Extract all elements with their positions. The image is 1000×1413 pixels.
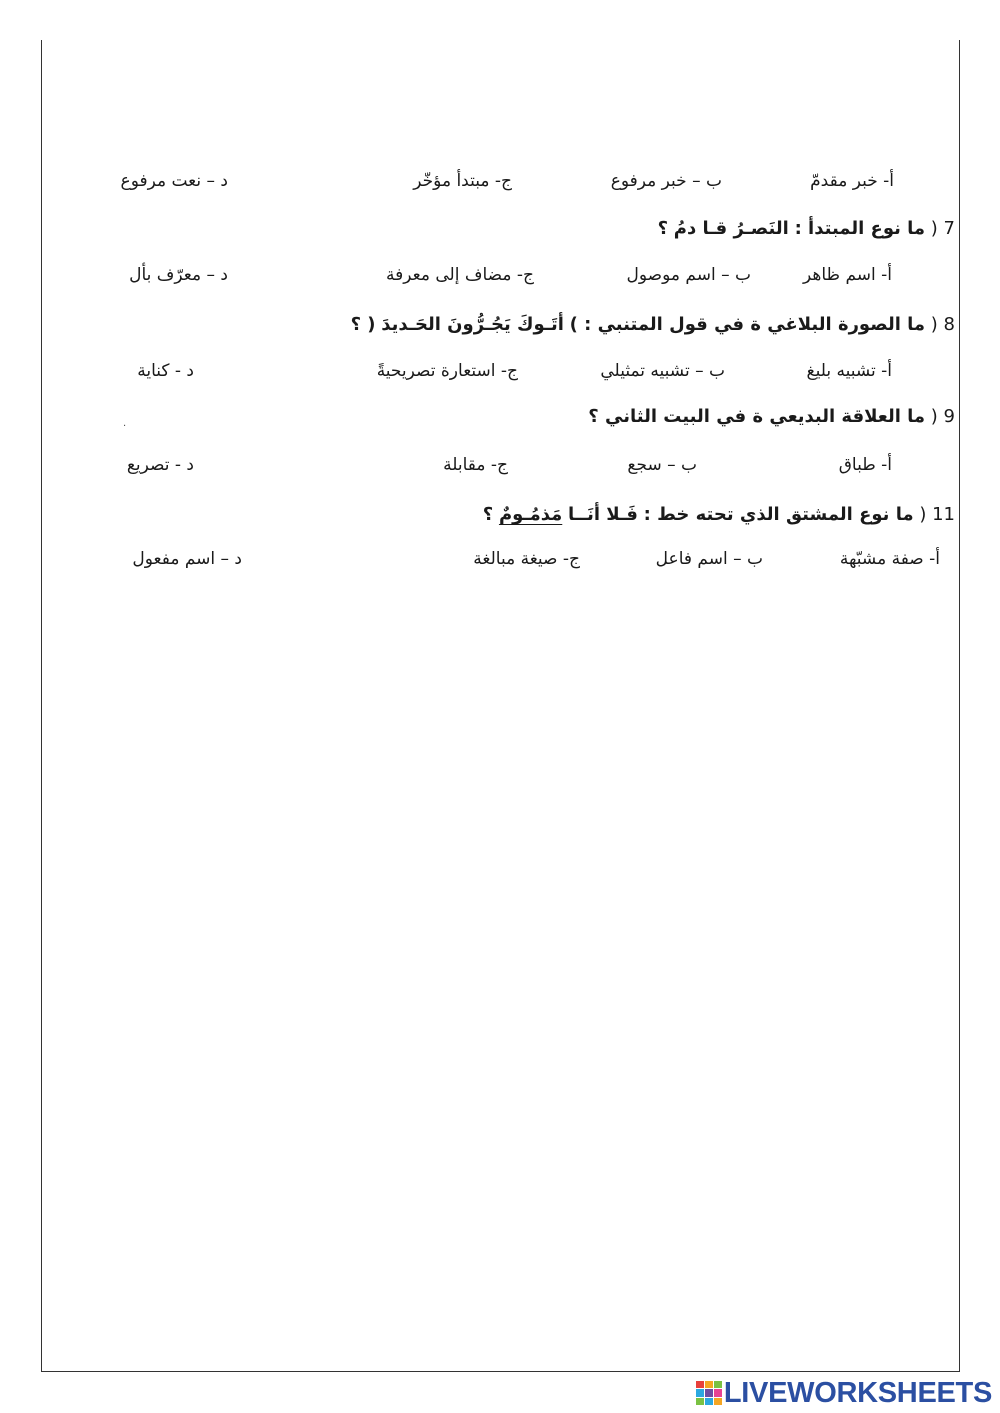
question-7-text — [658, 214, 955, 244]
question-number: 8 ( — [930, 314, 955, 335]
question-end: ؟ — [657, 218, 669, 239]
option-b[interactable]: ب – سجع — [627, 455, 697, 475]
option-d[interactable]: د - كناية — [137, 361, 194, 381]
option-a[interactable]: أ- طباق — [838, 455, 892, 475]
question-11 — [0, 500, 1000, 530]
stray-mark: . — [123, 418, 127, 429]
question-7 — [0, 214, 1000, 244]
option-a[interactable]: أ- اسم ظاهر — [802, 265, 892, 285]
question-8 — [0, 310, 1000, 340]
question-prompt: ما نوع المبتدأ : — [794, 218, 926, 239]
option-d[interactable]: د – اسم مفعول — [132, 549, 242, 569]
brand-name: LIVEWORKSHEETS — [723, 1376, 992, 1409]
question-quote: أتَـوكَ يَجُـرُّونَ الحَـديدَ — [381, 314, 564, 335]
question-end: ( ؟ — [350, 314, 376, 335]
question-9 — [0, 402, 1000, 432]
question-6-options — [0, 166, 1000, 196]
option-b[interactable]: ب – خبر مرفوع — [610, 171, 722, 191]
question-number: 11 ( — [919, 504, 955, 525]
option-c[interactable]: ج- استعارة تصريحيةً — [376, 361, 518, 381]
question-prompt: ما نوع المشتق الذي تحته خط : — [643, 504, 914, 525]
option-a[interactable]: أ- خبر مقدمّ — [810, 171, 894, 191]
logo-grid-icon — [696, 1381, 722, 1405]
option-c[interactable]: ج- مقابلة — [443, 455, 508, 475]
option-d[interactable]: د – نعت مرفوع — [120, 171, 228, 191]
question-quote: النَصـرُ قـا دمُ — [673, 218, 789, 239]
option-b[interactable]: ب – اسم موصول — [626, 265, 751, 285]
option-a[interactable]: أ- تشبيه بليغ — [806, 361, 892, 381]
question-9-options — [0, 450, 1000, 480]
liveworksheets-logo[interactable] — [696, 1377, 992, 1409]
question-8-options — [0, 356, 1000, 386]
option-b[interactable]: ب – تشبيه تمثيلي — [600, 361, 725, 381]
option-c[interactable]: ج- مضاف إلى معرفة — [386, 265, 534, 285]
question-8-text — [351, 310, 955, 340]
option-c[interactable]: ج- مبتدأ مؤخّر — [413, 171, 512, 191]
option-a[interactable]: أ- صفة مشبّهة — [839, 549, 940, 569]
question-end: ؟ — [482, 504, 494, 525]
question-prompt: ما العلاقة البديعي ة في البيت الثاني ؟ — [588, 406, 926, 427]
question-11-options — [0, 544, 1000, 574]
question-prompt: ما الصورة البلاغي ة في قول المتنبي : ) — [569, 314, 926, 335]
option-d[interactable]: د - تصريع — [126, 455, 194, 475]
underlined-word: مَذمُـومٌ — [498, 504, 563, 525]
question-11-text — [483, 500, 955, 530]
option-d[interactable]: د – معرّف بأل — [129, 265, 228, 285]
question-7-options — [0, 260, 1000, 290]
option-c[interactable]: ج- صيغة مبالغة — [473, 549, 580, 569]
option-b[interactable]: ب – اسم فاعل — [655, 549, 763, 569]
question-number: 9 ( — [930, 406, 955, 427]
question-quote: فَـلا أنَــا — [568, 504, 638, 525]
question-9-text — [588, 402, 955, 432]
question-number: 7 ( — [930, 218, 955, 239]
